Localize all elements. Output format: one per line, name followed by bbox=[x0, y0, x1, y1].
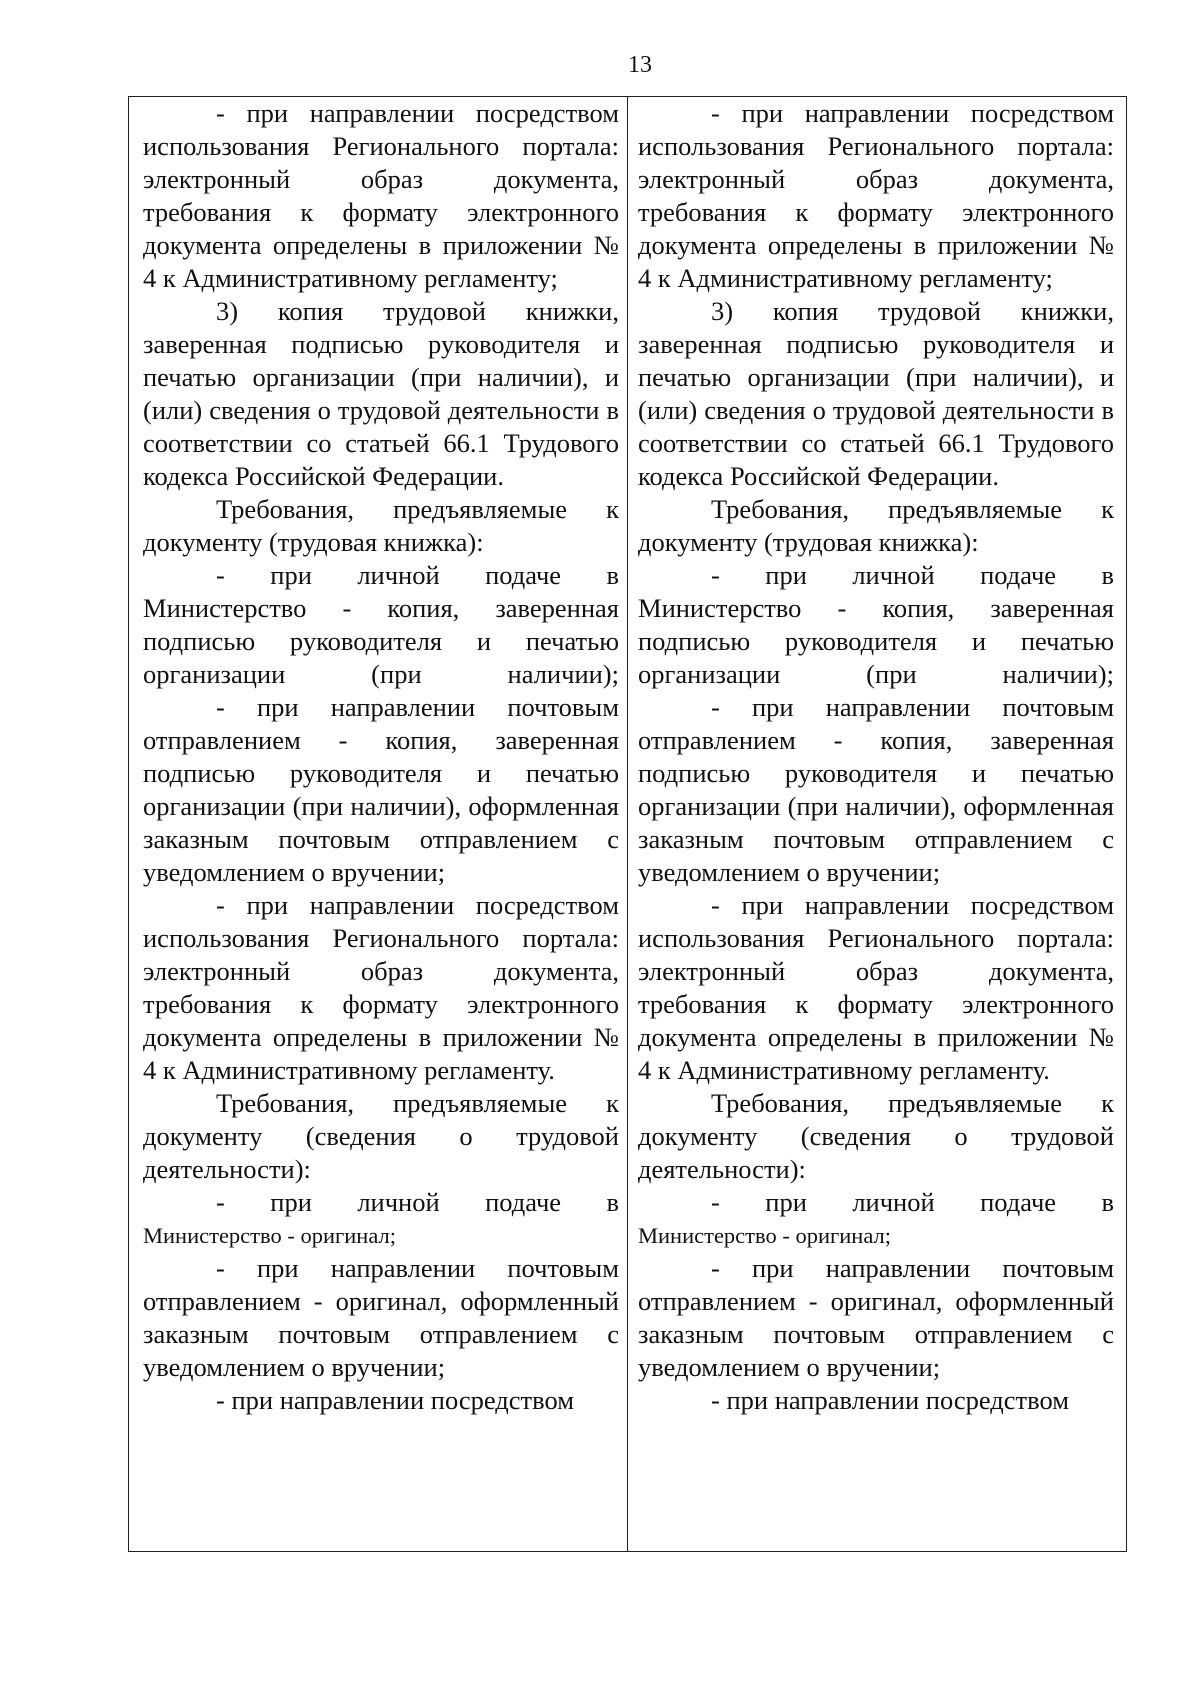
paragraph-personal-submission: - при личной подаче в bbox=[216, 1187, 619, 1217]
comparison-table bbox=[128, 96, 1127, 1552]
paragraph-portal-submission: - при направлении посредством использования Регионального портала: электронный образ документа, требования к формату электронного документа определены в приложении № 4 к Административному регламенту. bbox=[143, 890, 619, 1085]
table-column-right bbox=[628, 97, 1126, 1551]
paragraph-ministry-original: Министерство - оригинал; bbox=[143, 1223, 396, 1248]
paragraph-requirements-labor-book: Требования, предъявляемые к документу (трудовая книжка): bbox=[638, 494, 1114, 557]
paragraph-requirements-labor-book: Требования, предъявляемые к документу (трудовая книжка): bbox=[143, 494, 619, 557]
table-column-left bbox=[129, 97, 628, 1551]
paragraph-personal-submission: - при личной подаче в Министерство - копия, заверенная подписью руководителя и печатью организации (при наличии); bbox=[638, 560, 1114, 689]
paragraph-postal-original: - при направлении почтовым отправлением - оригинал, оформленный заказным почтовым отправлением с уведомлением о вручении; bbox=[143, 1253, 619, 1382]
paragraph-portal-submission: - при направлении посредством использования Регионального портала: электронный образ документа, требования к формату электронного документа определены в приложении № 4 к Административному регламенту; bbox=[143, 98, 619, 293]
paragraph-requirements-work-info: Требования, предъявляемые к документу (сведения о трудовой деятельности): bbox=[143, 1088, 619, 1184]
paragraph-labor-book-copy: 3) копия трудовой книжки, заверенная подписью руководителя и печатью организации (при наличии), и (или) сведения о трудовой деятельности в соответствии со статьей 66.1 Трудового кодекса Российской Федерации. bbox=[638, 296, 1114, 491]
paragraph-portal-cut: - при направлении посредством bbox=[216, 1385, 574, 1415]
paragraph-postal-submission: - при направлении почтовым отправлением - копия, заверенная подписью руководителя и печатью организации (при наличии), оформленная заказным почтовым отправлением с уведомлением о вручении; bbox=[143, 692, 619, 887]
paragraph-portal-submission: - при направлении посредством использования Регионального портала: электронный образ документа, требования к формату электронного документа определены в приложении № 4 к Административному регламенту. bbox=[638, 890, 1114, 1085]
paragraph-postal-submission: - при направлении почтовым отправлением - копия, заверенная подписью руководителя и печатью организации (при наличии), оформленная заказным почтовым отправлением с уведомлением о вручении; bbox=[638, 692, 1114, 887]
paragraph-personal-submission: - при личной подаче в Министерство - копия, заверенная подписью руководителя и печатью организации (при наличии); bbox=[143, 560, 619, 689]
paragraph-portal-cut: - при направлении посредством bbox=[711, 1385, 1069, 1415]
paragraph-personal-submission: - при личной подаче в bbox=[711, 1187, 1114, 1217]
paragraph-portal-submission: - при направлении посредством использования Регионального портала: электронный образ документа, требования к формату электронного документа определены в приложении № 4 к Административному регламенту; bbox=[638, 98, 1114, 293]
paragraph-postal-original: - при направлении почтовым отправлением - оригинал, оформленный заказным почтовым отправлением с уведомлением о вручении; bbox=[638, 1253, 1114, 1382]
paragraph-labor-book-copy: 3) копия трудовой книжки, заверенная подписью руководителя и печатью организации (при наличии), и (или) сведения о трудовой деятельности в соответствии со статьей 66.1 Трудового кодекса Российской Федерации. bbox=[143, 296, 619, 491]
page-number: 13 bbox=[628, 52, 652, 78]
paragraph-requirements-work-info: Требования, предъявляемые к документу (сведения о трудовой деятельности): bbox=[638, 1088, 1114, 1184]
paragraph-ministry-original: Министерство - оригинал; bbox=[638, 1223, 891, 1248]
